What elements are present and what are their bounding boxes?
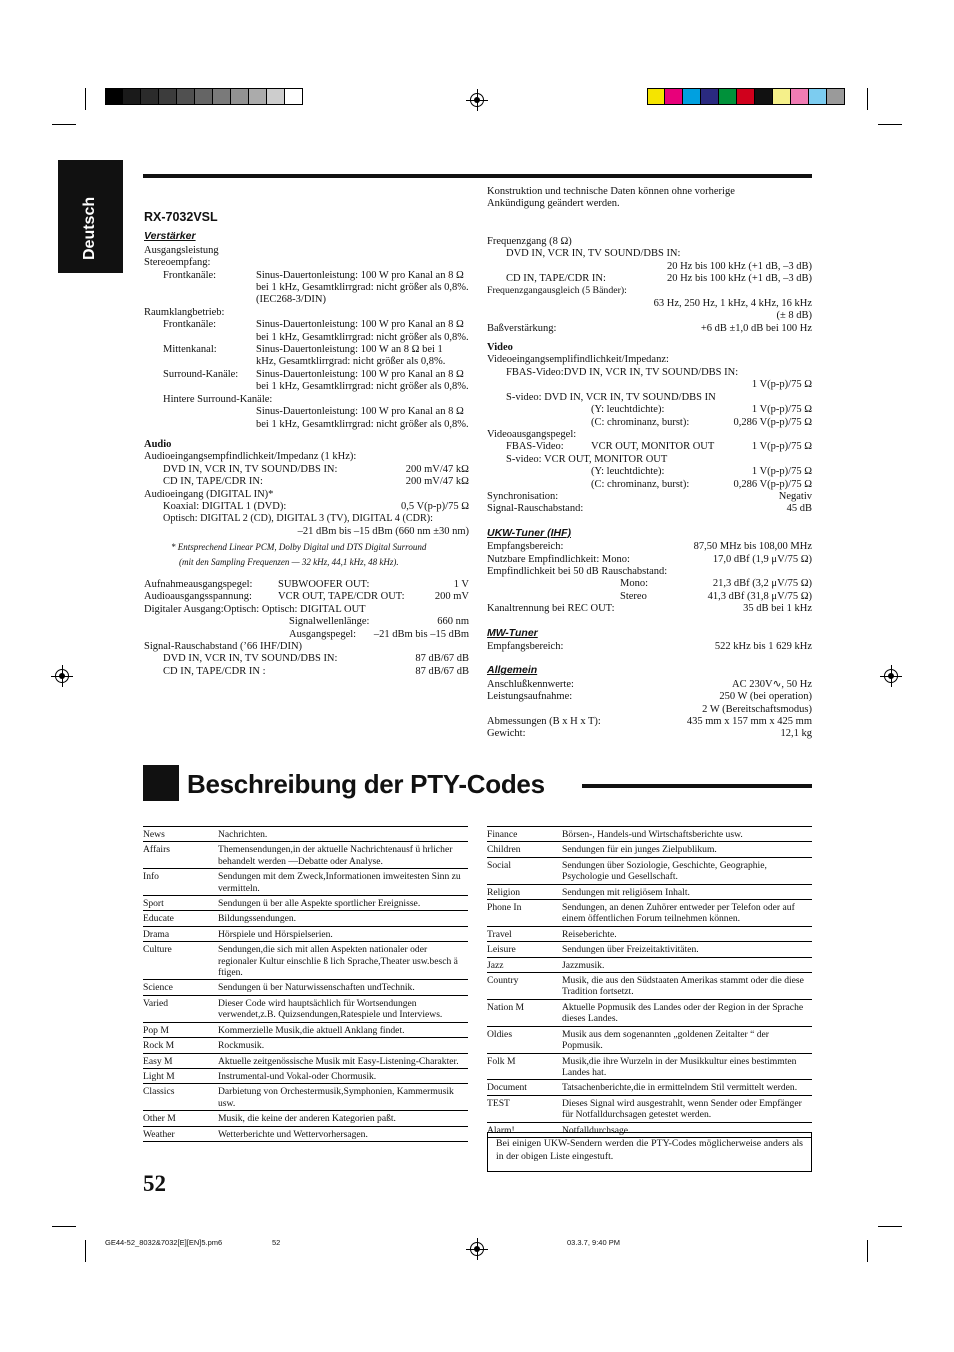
- spec-row: [487, 273, 812, 285]
- spec-row: [487, 728, 812, 740]
- pty-code: Document: [487, 1082, 527, 1094]
- spec-value: 1 V(p-p)/75 Ω: [751, 466, 812, 478]
- pty-code: Drama: [143, 928, 170, 940]
- spec-label: Synchronisation:: [487, 490, 559, 502]
- spec-row: [144, 666, 469, 678]
- spec-value: 20 Hz bis 100 kHz (+1 dB, –3 dB): [666, 260, 812, 272]
- spec-row: [487, 716, 812, 728]
- color-swatch: [213, 88, 231, 105]
- pty-code: Light M: [143, 1070, 175, 1082]
- pty-row: [143, 911, 468, 926]
- registration-mark-icon: [884, 669, 898, 683]
- spec-value: 20 Hz bis 100 kHz (+1 dB, –3 dB): [666, 273, 812, 285]
- pty-description: Jazzmusik.: [562, 959, 605, 971]
- color-swatch: [809, 88, 827, 105]
- pty-code: Varied: [143, 997, 169, 1009]
- crop-mark: [878, 1226, 902, 1227]
- spec-label: CD IN, TAPE/CDR IN:: [163, 476, 263, 488]
- spec-label: Koaxial: DIGITAL 1 (DVD):: [163, 500, 287, 512]
- pty-description: Sendungen ü ber Naturwissenschaften undTechnik.: [218, 982, 415, 994]
- pty-description: Sendungen, an denen Zuhörer entweder per Telefon oder auf einem öffentlichen Forum teilnehmen können.: [562, 902, 795, 925]
- pty-code: Nation M: [487, 1001, 525, 1013]
- pty-code: Info: [143, 871, 159, 883]
- pty-row: [143, 1111, 468, 1126]
- pty-code: Science: [143, 982, 173, 994]
- spec-label: FBAS-Video:DVD IN, VCR IN, TV SOUND/DBS IN:: [506, 366, 739, 378]
- section-heading-allgemein: Allgemein: [487, 664, 538, 677]
- pty-code: Alarm!: [487, 1124, 515, 1136]
- spec-value: Sinus-Dauertonleistung: 100 W pro Kanal an 8 Ω bei 1 kHz, Gesamtklirrgrad: nicht größer als 0,8%.: [256, 406, 469, 430]
- pty-code: TEST: [487, 1097, 510, 1109]
- spec-value: Sinus-Dauertonleistung: 100 W pro Kanal an 8 Ω bei 1 kHz, Gesamtklirrgrad: nicht größer als 0,8%.: [256, 368, 469, 393]
- pty-description: Sendungen über Freizeitaktivitäten.: [562, 944, 699, 956]
- pty-row: [487, 1054, 812, 1081]
- pty-code: Rock M: [143, 1040, 175, 1052]
- spec-label: Audioausgangsspannung:: [144, 591, 252, 603]
- color-calibration-bar: [647, 88, 845, 105]
- pty-code: Oldies: [487, 1028, 513, 1040]
- spec-label: CD IN, TAPE/CDR IN :: [163, 665, 266, 677]
- pty-description: Börsen-, Handels-und Wirtschaftsberichte usw.: [562, 829, 743, 840]
- spec-value: 660 nm: [437, 616, 469, 628]
- spec-row: [487, 479, 812, 491]
- crop-mark: [85, 1240, 86, 1262]
- pty-row: [487, 900, 812, 927]
- spec-row: [144, 464, 469, 476]
- spec-value: 1 V(p-p)/75 Ω: [751, 441, 812, 453]
- color-swatch: [791, 88, 809, 105]
- section-heading-audio: Audio: [144, 438, 172, 450]
- pty-description: Themensendungen,in der aktuelle Nachrichtenausf ü hrlicher behandelt werden —Debatte oder Analyse.: [218, 844, 453, 867]
- pty-description: Dieses Signal wird ausgestrahlt, wenn Sender oder Empfänger für Notfalldurchsagen getestet werden.: [562, 1097, 802, 1121]
- pty-table-left: [143, 826, 468, 1142]
- pty-description: Kommerzielle Musik,die aktuell Anklang findet.: [218, 1024, 405, 1036]
- spec-label: Kanaltrennung bei REC OUT:: [487, 603, 615, 615]
- footer-page: 52: [272, 1238, 281, 1247]
- note-box: [487, 1132, 812, 1172]
- crop-mark: [52, 1226, 76, 1227]
- spec-label: DVD IN, VCR IN, TV SOUND/DBS IN:: [163, 653, 338, 665]
- spec-row: [144, 579, 469, 591]
- pty-row: [487, 1080, 812, 1095]
- pty-code: Jazz: [487, 959, 504, 971]
- pty-row: [487, 1000, 812, 1027]
- pty-heading-block: [143, 765, 179, 801]
- registration-mark-icon: [470, 93, 484, 107]
- pty-heading: Beschreibung der PTY-Codes: [187, 769, 545, 799]
- pty-code: Travel: [487, 928, 512, 940]
- pty-description: Tatsachenberichte,die in ermittelndem Stil vermittelt werden.: [562, 1082, 798, 1094]
- notice-text: Konstruktion und technische Daten können ohne vorherige Ankündigung geändert werden.: [487, 186, 735, 210]
- note-text: Bei einigen UKW-Sendern werden die PTY-Codes möglicherweise anders als in der obigen Liste eingestuft.: [496, 1138, 803, 1162]
- spec-value: +6 dB ±1,0 dB bei 100 Hz: [700, 322, 812, 334]
- pty-row: [143, 1127, 468, 1142]
- spec-row: [487, 466, 812, 478]
- spec-label: (Y: leuchtdichte):: [591, 466, 665, 478]
- spec-value: 87 dB/67 dB: [415, 653, 469, 665]
- spec-label: Stereo: [620, 590, 647, 602]
- spec-label: Signalwellenlänge:: [289, 616, 370, 628]
- spec-row: [144, 616, 469, 628]
- color-swatch: [177, 88, 195, 105]
- color-swatch: [195, 88, 213, 105]
- spec-value: 87 dB/67 dB: [415, 665, 469, 677]
- spec-value: 0,286 V(p-p)/75 Ω: [733, 478, 812, 490]
- color-swatch: [267, 88, 285, 105]
- pty-row: [143, 996, 468, 1023]
- pty-row: [143, 869, 468, 896]
- pty-code: Classics: [143, 1086, 175, 1098]
- section-heading-verstaerker: Verstärker: [144, 230, 196, 243]
- spec-row: [487, 404, 812, 416]
- pty-description: Musik aus dem sogenannten „goldenen Zeitalter “ der Popmusik.: [562, 1028, 769, 1052]
- specs-right-column: [487, 186, 812, 741]
- model-name: RX-7032VSL: [144, 210, 218, 224]
- spec-value: (± 8 dB): [776, 310, 812, 322]
- spec-label: (C: chrominanz, burst):: [591, 416, 690, 428]
- pty-row: [143, 842, 468, 869]
- pty-description: Sendungen mit religiösem Inhalt.: [562, 886, 690, 898]
- spec-line: Audioeingangsempfindlichkeit/Impedanz (1 kHz):: [144, 451, 357, 463]
- pty-code: Educate: [143, 913, 174, 925]
- registration-mark-icon: [470, 1242, 484, 1256]
- spec-row: [487, 679, 812, 691]
- pty-row: [487, 858, 812, 885]
- spec-label: Leistungsaufnahme:: [487, 691, 573, 703]
- spec-line: Empfindlichkeit bei 50 dB Rauschabstand:: [487, 565, 668, 577]
- pty-code: Country: [487, 975, 519, 987]
- spec-line: Ausgangsleistung: [144, 244, 219, 256]
- pty-code: Easy M: [143, 1055, 173, 1067]
- color-swatch: [719, 88, 737, 105]
- spec-label: Nutzbare Empfindlichkeit: Mono:: [487, 553, 630, 565]
- spec-label: Ausgangspegel:: [289, 628, 357, 640]
- registration-mark-icon: [55, 669, 69, 683]
- spec-value: 522 kHz bis 1 629 kHz: [714, 641, 812, 652]
- spec-row: [144, 476, 469, 488]
- pty-row: [143, 827, 468, 842]
- pty-code: Other M: [143, 1113, 176, 1125]
- spec-row: [144, 270, 469, 307]
- spec-value: AC 230V∿, 50 Hz: [732, 678, 812, 690]
- spec-row: [487, 691, 812, 703]
- pty-code: Pop M: [143, 1024, 169, 1036]
- spec-value: 250 W (bei operation): [719, 691, 812, 703]
- pty-description: Darbietung von Orchestermusik,Symphonien, Kammermusik usw.: [218, 1086, 454, 1109]
- color-swatch: [827, 88, 845, 105]
- pty-description: Wetterberichte und Wettervorhersagen.: [218, 1128, 368, 1140]
- spec-line: Frequenzgang (8 Ω): [487, 235, 572, 247]
- color-swatch: [123, 88, 141, 105]
- spec-row: [144, 653, 469, 665]
- spec-value: 200 mV/47 kΩ: [405, 476, 469, 488]
- pty-description: Notfalldurchsage.: [562, 1124, 631, 1136]
- spec-row: [487, 417, 812, 429]
- spec-row: [487, 603, 812, 615]
- spec-row: [144, 369, 469, 394]
- pty-row: [143, 1069, 468, 1084]
- spec-row: [144, 591, 469, 603]
- spec-row: [144, 629, 469, 641]
- spec-line: Raumklangbetrieb:: [144, 306, 225, 318]
- spec-value: 435 mm x 157 mm x 425 mm: [686, 716, 812, 728]
- color-swatch: [141, 88, 159, 105]
- pty-row: [143, 1038, 468, 1053]
- pty-row: [487, 885, 812, 900]
- spec-value: –21 dBm bis –15 dBm: [373, 628, 469, 640]
- spec-label: S-video: VCR OUT, MONITOR OUT: [506, 453, 668, 465]
- spec-label: (Y: leuchtdichte):: [591, 404, 665, 416]
- crop-mark: [52, 124, 76, 125]
- pty-table-right: [487, 826, 812, 1138]
- spec-line: Signal-Rauschabstand (’66 IHF/DIN): [144, 641, 303, 652]
- spec-value: 1 V(p-p)/75 Ω: [751, 404, 812, 416]
- spec-value: Sinus-Dauertonleistung: 100 W pro Kanal an 8 Ω bei 1 kHz, Gesamtklirrgrad: nicht größer als 0,8%.: [256, 319, 469, 343]
- pty-description: Rockmusik.: [218, 1040, 265, 1052]
- pty-description: Musik, die keine der anderen Kategorien paßt.: [218, 1113, 396, 1125]
- spec-value: SUBWOOFER OUT:: [278, 578, 370, 590]
- pty-description: Sendungen ü ber alle Aspekte sportlicher Ereignisse.: [218, 898, 421, 910]
- pty-row: [487, 942, 812, 957]
- pty-row: [487, 1096, 812, 1123]
- spec-row: [487, 323, 812, 335]
- spec-row: [487, 503, 812, 515]
- color-swatch: [159, 88, 177, 105]
- footer-file: GE44-52_8032&7032[E][EN]5.pm6: [105, 1238, 223, 1247]
- pty-description: Sendungen,die sich mit allen Aspekten nationaler oder regionaler Kultur einschlie ß lich Sprache,Theater usw.besch ä ftigen.: [218, 944, 458, 979]
- spec-value: 1 V(p-p)/75 Ω: [751, 379, 812, 391]
- pty-row: [143, 1084, 468, 1111]
- pty-code: Religion: [487, 886, 521, 898]
- spec-label: Signal-Rauschabstand:: [487, 503, 584, 515]
- pty-code: Finance: [487, 829, 518, 840]
- spec-row: [487, 578, 812, 590]
- pty-row: [487, 927, 812, 942]
- language-tab-label: Deutsch: [81, 196, 98, 260]
- spec-value: 87,50 MHz bis 108,00 MHz: [693, 541, 812, 553]
- pty-row: [487, 827, 812, 842]
- pty-code: Folk M: [487, 1055, 516, 1067]
- spec-label: DVD IN, VCR IN, TV SOUND/DBS IN:: [506, 248, 681, 260]
- spec-row: [487, 641, 812, 653]
- spec-label: Aufnahmeausgangspegel:: [144, 578, 253, 590]
- spec-value: 1 V: [453, 578, 469, 590]
- pty-description: Aktuelle Popmusik des Landes oder der Region in der Sprache dieses Landes.: [562, 1001, 804, 1025]
- pty-description: Aktuelle zeitgenössische Musik mit Easy-Listening-Charakter.: [218, 1055, 459, 1067]
- spec-label: (C: chrominanz, burst):: [591, 478, 690, 490]
- crop-mark: [878, 124, 902, 125]
- footer-date: 03.3.7, 9:40 PM: [567, 1238, 620, 1247]
- spec-line: Stereoempfang:: [144, 257, 211, 269]
- spec-label: FBAS-Video:: [506, 441, 564, 453]
- pty-description: Sendungen über Soziologie, Geschichte, Geographie, Psychologie und Gesellschaft.: [562, 859, 767, 883]
- pty-row: [143, 1023, 468, 1038]
- spec-value: 21,3 dBf (3,2 μV/75 Ω): [712, 578, 812, 590]
- spec-value: 35 dB bei 1 kHz: [743, 603, 812, 615]
- pty-row: [143, 896, 468, 911]
- spec-label: Frontkanäle:: [163, 319, 217, 331]
- spec-line: Frequenzgangausgleich (5 Bänder):: [487, 285, 627, 297]
- pty-description: Hörspiele und Hörspielserien.: [218, 928, 333, 940]
- spec-label: Mittenkanal:: [163, 344, 217, 356]
- spec-row: [144, 501, 469, 513]
- spec-row: [487, 541, 812, 553]
- spec-value: VCR OUT, TAPE/CDR OUT:: [278, 591, 405, 603]
- section-heading-ukw: UKW-Tuner (IHF): [487, 526, 571, 539]
- spec-label: DVD IN, VCR IN, TV SOUND/DBS IN:: [163, 463, 338, 475]
- pty-row: [143, 1054, 468, 1069]
- pty-row: [143, 942, 468, 980]
- spec-row: [487, 441, 812, 453]
- pty-code: Phone In: [487, 902, 522, 914]
- spec-value: 17,0 dBf (1,9 μV/75 Ω): [712, 553, 812, 565]
- pty-code: Children: [487, 844, 521, 856]
- color-swatch: [231, 88, 249, 105]
- spec-line: Audioeingang (DIGITAL IN)*: [144, 488, 274, 500]
- spec-label: Hintere Surround-Kanäle:: [163, 393, 273, 405]
- pty-description: Musik,die ihre Wurzeln in der Musikkultur eines bestimmten Landes hat.: [562, 1055, 797, 1078]
- spec-value: 12,1 kg: [780, 728, 812, 740]
- specs-left-column: [144, 186, 469, 678]
- section-heading-mw: MW-Tuner: [487, 626, 538, 639]
- color-swatch: [683, 88, 701, 105]
- spec-value: 0,286 V(p-p)/75 Ω: [733, 416, 812, 428]
- spec-label: Empfangsbereich:: [487, 641, 564, 652]
- spec-label: Frontkanäle:: [163, 269, 217, 281]
- pty-description: Reiseberichte.: [562, 928, 617, 940]
- spec-row: [487, 491, 812, 503]
- spec-value: 200 mV: [434, 591, 469, 603]
- pty-description: Instrumental-und Vokal-oder Chormusik.: [218, 1070, 377, 1082]
- pty-code: News: [143, 829, 165, 840]
- page-number: 52: [143, 1171, 166, 1196]
- spec-line: Videoeingangsemplifindlichkeit/Impedanz:: [487, 354, 669, 366]
- spec-label: Empfangsbereich:: [487, 541, 564, 553]
- pty-description: Bildungssendungen.: [218, 913, 297, 925]
- pty-code: Affairs: [143, 844, 170, 856]
- pty-description: Dieser Code wird hauptsächlich für Wortsendungen verwendet,z.B. Quizsendungen,Ratespiele und Interviews.: [218, 997, 443, 1021]
- spec-label: Gewicht:: [487, 728, 526, 740]
- language-tab: [58, 160, 123, 273]
- footnote: (mit den Sampling Frequenzen — 32 kHz, 44,1 kHz, 48 kHz).: [179, 556, 399, 567]
- spec-label: S-video: DVD IN, VCR IN, TV SOUND/DBS IN: [506, 391, 716, 403]
- color-swatch: [285, 88, 303, 105]
- pty-description: Musik, die aus den Südstaaten Amerikas stammt oder die diese Tradition fortsetzt.: [562, 975, 804, 998]
- footnote: * Entsprechend Linear PCM, Dolby Digital und DTS Digital Surround: [171, 542, 427, 553]
- spec-line: Optisch: DIGITAL 2 (CD), DIGITAL 3 (TV), DIGITAL 4 (CDR):: [163, 513, 434, 525]
- color-swatch: [737, 88, 755, 105]
- spec-value: 0,5 V(p-p)/75 Ω: [401, 500, 469, 512]
- gray-calibration-bar: [105, 88, 303, 105]
- crop-mark: [867, 88, 868, 110]
- color-swatch: [755, 88, 773, 105]
- crop-mark: [867, 1240, 868, 1262]
- pty-row: [143, 980, 468, 995]
- spec-value: 63 Hz, 250 Hz, 1 kHz, 4 kHz, 16 kHz: [653, 297, 812, 309]
- pty-row: [487, 842, 812, 857]
- pty-heading-rule: [582, 784, 812, 788]
- spec-value: Sinus-Dauertonleistung: 100 W an 8 Ω bei 1 kHz, Gesamtklirrgrad: nicht größer als 0,8%.: [256, 344, 446, 368]
- pty-description: Nachrichten.: [218, 829, 268, 840]
- spec-value: Negativ: [778, 490, 812, 502]
- spec-value: 2 W (Bereitschaftsmodus): [702, 703, 812, 715]
- spec-value: VCR OUT, MONITOR OUT: [591, 441, 715, 453]
- top-rule: [143, 174, 812, 178]
- pty-code: Weather: [143, 1128, 175, 1140]
- pty-row: [487, 958, 812, 973]
- pty-code: Social: [487, 859, 511, 871]
- spec-label: Surround-Kanäle:: [163, 368, 239, 380]
- pty-code: Sport: [143, 898, 164, 910]
- pty-code: Leisure: [487, 944, 516, 956]
- spec-row: [487, 554, 812, 566]
- spec-label: Abmessungen (B x H x T):: [487, 716, 601, 728]
- spec-label: Anschlußkennwerte:: [487, 678, 574, 690]
- crop-mark: [85, 88, 86, 110]
- color-swatch: [647, 88, 665, 105]
- pty-description: Sendungen für ein junges Zielpublikum.: [562, 844, 717, 856]
- pty-code: Culture: [143, 944, 172, 956]
- color-swatch: [773, 88, 791, 105]
- spec-value: Sinus-Dauertonleistung: 100 W pro Kanal an 8 Ω bei 1 kHz, Gesamtklirrgrad: nicht größer als 0,8%. (IEC268-3/DIN): [256, 269, 469, 306]
- spec-row: [144, 344, 469, 369]
- spec-label: Mono:: [620, 578, 649, 590]
- color-swatch: [701, 88, 719, 105]
- spec-value: –21 dBm bis –15 dBm (660 nm ±30 nm): [297, 525, 469, 537]
- pty-row: [487, 973, 812, 1000]
- color-swatch: [249, 88, 267, 105]
- pty-description: Sendungen mit dem Zweck,Informationen imweitesten Sinn zu vermitteln.: [218, 871, 461, 894]
- spec-value: 45 dB: [786, 503, 812, 515]
- spec-line: Digitaler Ausgang:Optisch: Optisch: DIGITAL OUT: [144, 603, 366, 615]
- section-heading-video: Video: [487, 342, 513, 354]
- spec-label: Baßverstärkung:: [487, 322, 557, 334]
- spec-row: [487, 591, 812, 603]
- spec-value: 41,3 dBf (31,8 μV/75 Ω): [707, 590, 812, 602]
- spec-line: Videoausgangspegel:: [487, 428, 577, 440]
- spec-row: [144, 319, 469, 344]
- color-swatch: [105, 88, 123, 105]
- spec-value: 200 mV/47 kΩ: [405, 463, 469, 475]
- pty-row: [143, 927, 468, 942]
- spec-label: CD IN, TAPE/CDR IN:: [506, 273, 606, 285]
- color-swatch: [665, 88, 683, 105]
- pty-row: [487, 1027, 812, 1054]
